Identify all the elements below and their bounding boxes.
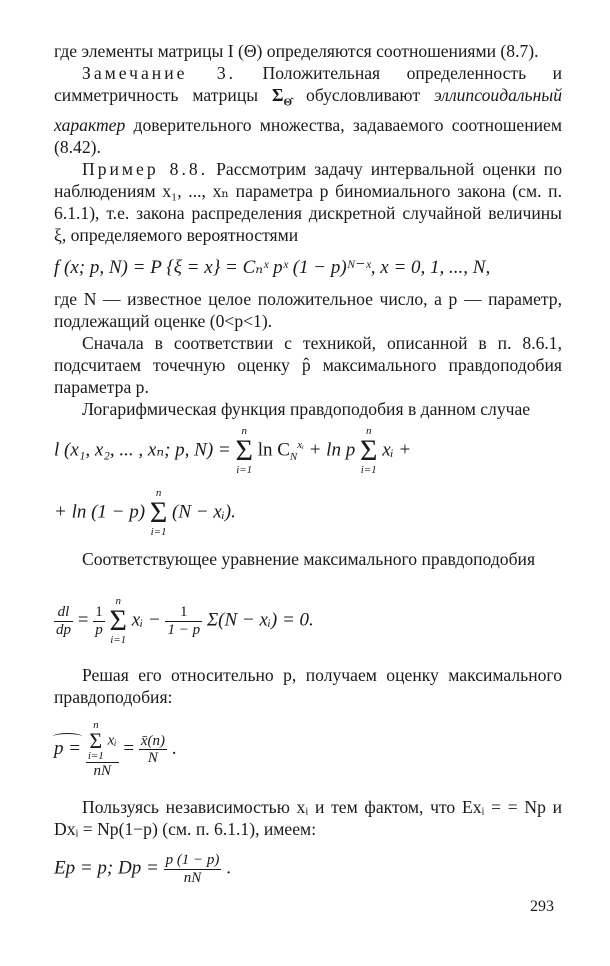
log-term1-sub: N (289, 451, 298, 464)
sum-symbol-1: n Σ i=1 (235, 425, 253, 476)
remark-sigma-sub: Θ̂ (283, 96, 293, 109)
paragraph-where-n: где N — известное целое положительное число, а p — параметр, подлежащий оценке (0<p<1). (54, 289, 562, 331)
frac-xbar-N: $\frac{x̄(n)}{N}$ (140, 732, 165, 767)
remark-text-b: обусловливают (292, 85, 434, 105)
moments-a: Ep = p; (54, 857, 114, 879)
paragraph-matrix-elements: где элементы матрицы I (Θ) определяются соотношениями (8.7). (54, 41, 539, 61)
formula-p-hat (54, 720, 562, 780)
paragraph-remark-3 (54, 62, 562, 158)
log-line2-b: (N − xᵢ). (172, 501, 236, 523)
log-term1-sup: xᵢ (297, 439, 304, 452)
sum-symbol-3: n Σ i=1 (149, 487, 168, 538)
frac-phat: n Σ i=1 xᵢ nN (87, 719, 117, 779)
frac-1-1mp: $\frac{1}{1 - p}$ (167, 604, 201, 638)
frac-1-p: $\frac{1}{p}$ (95, 604, 103, 638)
formula-derivative: $\frac{dl}{dp}$ = $\frac{1}{p}$ n Σ i=1 xᵢ − $\frac{1}{1 - p}$ Σ(N − xᵢ) = 0. (56, 595, 314, 646)
remark-label: Замечание 3. (82, 63, 237, 83)
phat-mid: = (123, 738, 135, 760)
formula-binomial (54, 256, 562, 279)
formula-moments (54, 852, 562, 886)
example-text: Рассмотрим задачу интервальной оценки по наблюдениям x₁, ..., xₙ параметра p биномиального закона (см. п. 6.1.1), т.е. закона распределения дискретной случайной величины ξ, определяемого вероятностями (54, 158, 562, 245)
sum-symbol-2: n Σ i=1 (359, 425, 378, 476)
page-body (54, 40, 562, 246)
paragraph-first: Сначала в соответствии с техникой, описанной в п. 8.6.1, подсчитаем точечную оценку p̂ максимального правдоподобия параметра p. (54, 333, 562, 397)
phat-end: . (171, 738, 177, 760)
sum-symbol-5: n Σ i=1 (87, 719, 104, 762)
page-body-2 (54, 288, 562, 420)
frac-moments: $\frac{p (1 - p)}{nN}$ (165, 852, 220, 886)
log-lhs: l (x₁, x₂, ... , xₙ; p, N) = (54, 439, 231, 461)
frac-dl-dp: $\frac{dl}{dp}$ (56, 604, 71, 638)
page-body-4 (54, 664, 562, 708)
p-hat-lhs: p = (54, 738, 82, 760)
log-xi: xᵢ + (382, 439, 412, 461)
log-plus-lnp: + ln p (308, 439, 356, 461)
deriv-tail: Σ(N − xᵢ) = 0. (206, 609, 314, 631)
deriv-xi: xᵢ − (131, 609, 161, 631)
paragraph-log-function: Логарифмическая функция правдоподобия в данном случае (82, 399, 531, 419)
page-body-3 (54, 548, 562, 570)
paragraph-independence: Пользуясь независимостью xᵢ и тем фактом, что Exᵢ = = Np и Dxᵢ = Np(1−p) (см. п. 6.1.1), имеем: (54, 797, 562, 839)
log-term1: ln C (257, 439, 290, 461)
example-label: Пример 8.8. (82, 158, 209, 179)
remark-text-c: доверительного множества, задаваемого соотношением (8.42). (54, 114, 562, 157)
remark-italic: эллипсоидальный характер (54, 85, 563, 135)
page-body-5 (54, 796, 562, 840)
paragraph-equation: Соответствующее уравнение максимального правдоподобия (82, 549, 536, 569)
moments-b: Dp = (118, 857, 159, 879)
formula-log-likelihood-line1 (54, 426, 562, 476)
sum-symbol-4: n Σ i=1 (109, 595, 127, 646)
formula-log-likelihood-line2 (54, 488, 562, 538)
paragraph-solve: Решая его относительно p, получаем оценку максимального правдоподобия: (54, 665, 562, 707)
remark-sigma: Σ (272, 85, 284, 105)
paragraph-example-8-8 (54, 158, 562, 246)
remark-text-a: Положительная определенность и симметричность матрицы (54, 63, 562, 105)
page-number: 293 (530, 898, 554, 915)
moments-end: . (226, 857, 231, 879)
formula-binomial-text: f (x; p, N) = P {ξ = x} = Cₙˣ pˣ (1 − p)ᴺ⁻ˣ, x = 0, 1, ..., N, (54, 257, 491, 278)
log-line2-a: + ln (1 − p) (54, 501, 146, 523)
